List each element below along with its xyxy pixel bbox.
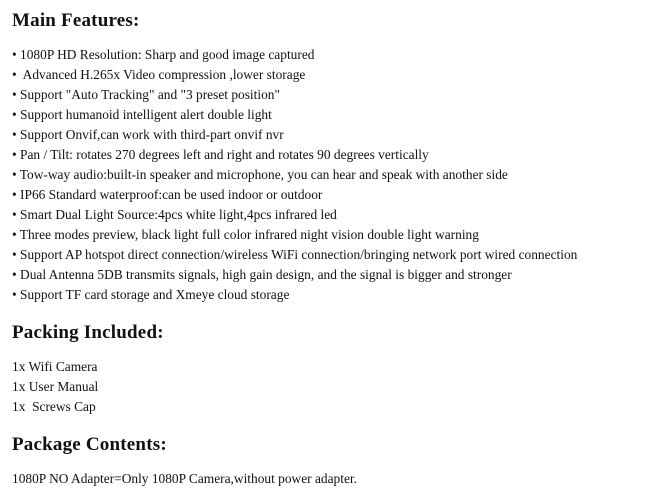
feature-item: • Support "Auto Tracking" and "3 preset position" (12, 87, 280, 102)
feature-item: • Support Onvif,can work with third-part onvif nvr (12, 127, 284, 142)
feature-item: • Advanced H.265x Video compression ,lower storage (12, 67, 306, 82)
feature-item: • Pan / Tilt: rotates 270 degrees left and right and rotates 90 degrees vertically (12, 147, 429, 162)
feature-item: • Support AP hotspot direct connection/wireless WiFi connection/bringing network port wired connection (12, 247, 578, 262)
package-contents-item: 1080P NO Adapter=Only 1080P Camera,without power adapter. (12, 471, 357, 486)
feature-item: • Three modes preview, black light full color infrared night vision double light warning (12, 227, 479, 242)
main-features-list (12, 45, 577, 305)
packing-item: 1x User Manual (12, 379, 99, 394)
feature-item: • Support TF card storage and Xmeye cloud storage (12, 287, 290, 302)
feature-item: • Dual Antenna 5DB transmits signals, high gain design, and the signal is bigger and stronger (12, 267, 512, 282)
main-features-heading: Main Features: (12, 10, 140, 31)
feature-item: • Smart Dual Light Source:4pcs white light,4pcs infrared led (12, 207, 337, 222)
packing-included-list (12, 357, 98, 417)
package-contents-list (12, 469, 357, 489)
package-contents-heading: Package Contents: (12, 434, 167, 455)
feature-item: • IP66 Standard waterproof:can be used indoor or outdoor (12, 187, 323, 202)
packing-item: 1x Wifi Camera (12, 359, 98, 374)
packing-item: 1x Screws Cap (12, 399, 96, 414)
feature-item: • Tow-way audio:built-in speaker and microphone, you can hear and speak with another side (12, 167, 508, 182)
packing-included-heading: Packing Included: (12, 322, 164, 343)
feature-item: • 1080P HD Resolution: Sharp and good image captured (12, 47, 315, 62)
feature-item: • Support humanoid intelligent alert double light (12, 107, 272, 122)
